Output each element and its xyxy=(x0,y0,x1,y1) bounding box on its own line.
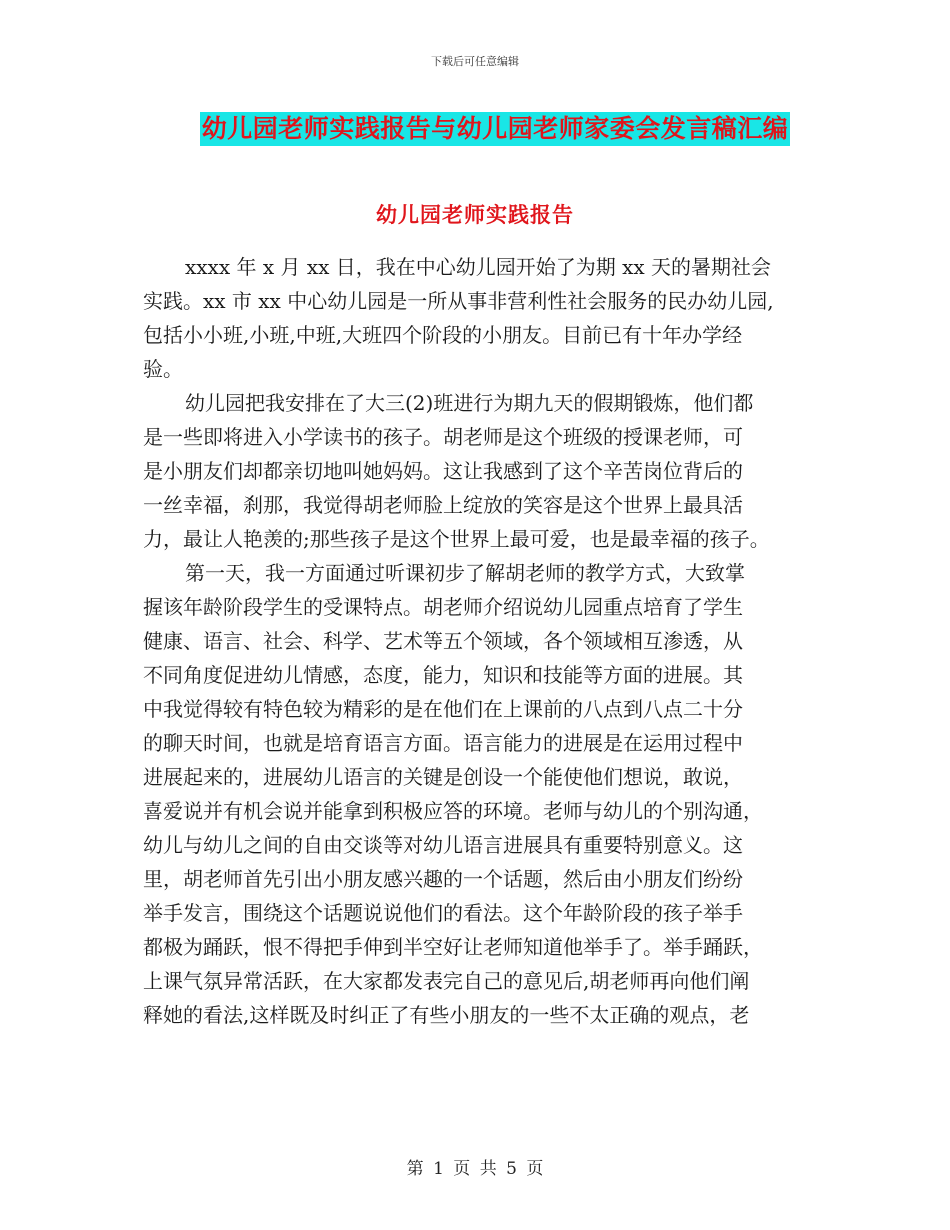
document-main-title: 幼儿园老师实践报告与幼儿园老师家委会发言稿汇编 xyxy=(200,112,791,146)
body-line: 的聊天时间，也就是培育语言方面。语言能力的进展是在运用过程中 xyxy=(143,731,743,755)
body-line: 中我觉得较有特色较为精彩的是在他们在上课前的八点到八点二十分 xyxy=(143,697,743,721)
body-line: 是小朋友们却都亲切地叫她妈妈。这让我感到了这个辛苦岗位背后的 xyxy=(143,459,743,483)
body-line: 都极为踊跃，恨不得把手伸到半空好让老师知道他举手了。举手踊跃， xyxy=(143,935,763,959)
main-title-container xyxy=(0,112,950,146)
body-line: 握该年龄阶段学生的受课特点。胡老师介绍说幼儿园重点培育了学生 xyxy=(143,595,743,619)
body-line: 一丝幸福，刹那，我觉得胡老师脸上绽放的笑容是这个世界上最具活 xyxy=(143,493,743,517)
body-line: 释她的看法,这样既及时纠正了有些小朋友的一些不太正确的观点，老 xyxy=(143,1003,750,1027)
body-line: 包括小小班,小班,中班,大班四个阶段的小朋友。目前已有十年办学经 xyxy=(143,323,743,347)
body-line: 力，最让人艳羡的;那些孩子是这个世界上最可爱，也是最幸福的孩子。 xyxy=(143,527,770,551)
body-line: 不同角度促进幼儿情感，态度，能力，知识和技能等方面的进展。其 xyxy=(143,663,743,687)
document-body xyxy=(143,250,823,1032)
body-line: 幼儿园把我安排在了大三(2)班进行为期九天的假期锻炼，他们都 xyxy=(185,391,754,415)
body-line: xxxx 年 x 月 xx 日，我在中心幼儿园开始了为期 xx 天的暑期社会 xyxy=(185,255,772,279)
body-line: 第一天，我一方面通过听课初步了解胡老师的教学方式，大致掌 xyxy=(185,561,745,585)
body-line: 喜爱说并有机会说并能拿到积极应答的环境。老师与幼儿的个别沟通， xyxy=(143,799,763,823)
body-line: 举手发言，围绕这个话题说说他们的看法。这个年龄阶段的孩子举手 xyxy=(143,901,743,925)
body-line: 里，胡老师首先引出小朋友感兴趣的一个话题，然后由小朋友们纷纷 xyxy=(143,867,743,891)
section-title: 幼儿园老师实践报告 xyxy=(376,202,574,227)
body-line: 是一些即将进入小学读书的孩子。胡老师是这个班级的授课老师，可 xyxy=(143,425,743,449)
body-line: 上课气氛异常活跃，在大家都发表完自己的意见后,胡老师再向他们阐 xyxy=(143,969,750,993)
body-line: 健康、语言、社会、科学、艺术等五个领域，各个领域相互渗透，从 xyxy=(143,629,743,653)
body-line: 幼儿与幼儿之间的自由交谈等对幼儿语言进展具有重要特别意义。这 xyxy=(143,833,743,857)
body-line: 验。 xyxy=(143,357,183,381)
body-line: 进展起来的，进展幼儿语言的关键是创设一个能使他们想说，敢说， xyxy=(143,765,743,789)
body-line: 实践。xx 市 xx 中心幼儿园是一所从事非营利性社会服务的民办幼儿园, xyxy=(143,289,774,313)
page-number-footer: 第 1 页 共 5 页 xyxy=(406,1159,544,1179)
header-note: 下载后可任意编辑 xyxy=(431,55,519,68)
